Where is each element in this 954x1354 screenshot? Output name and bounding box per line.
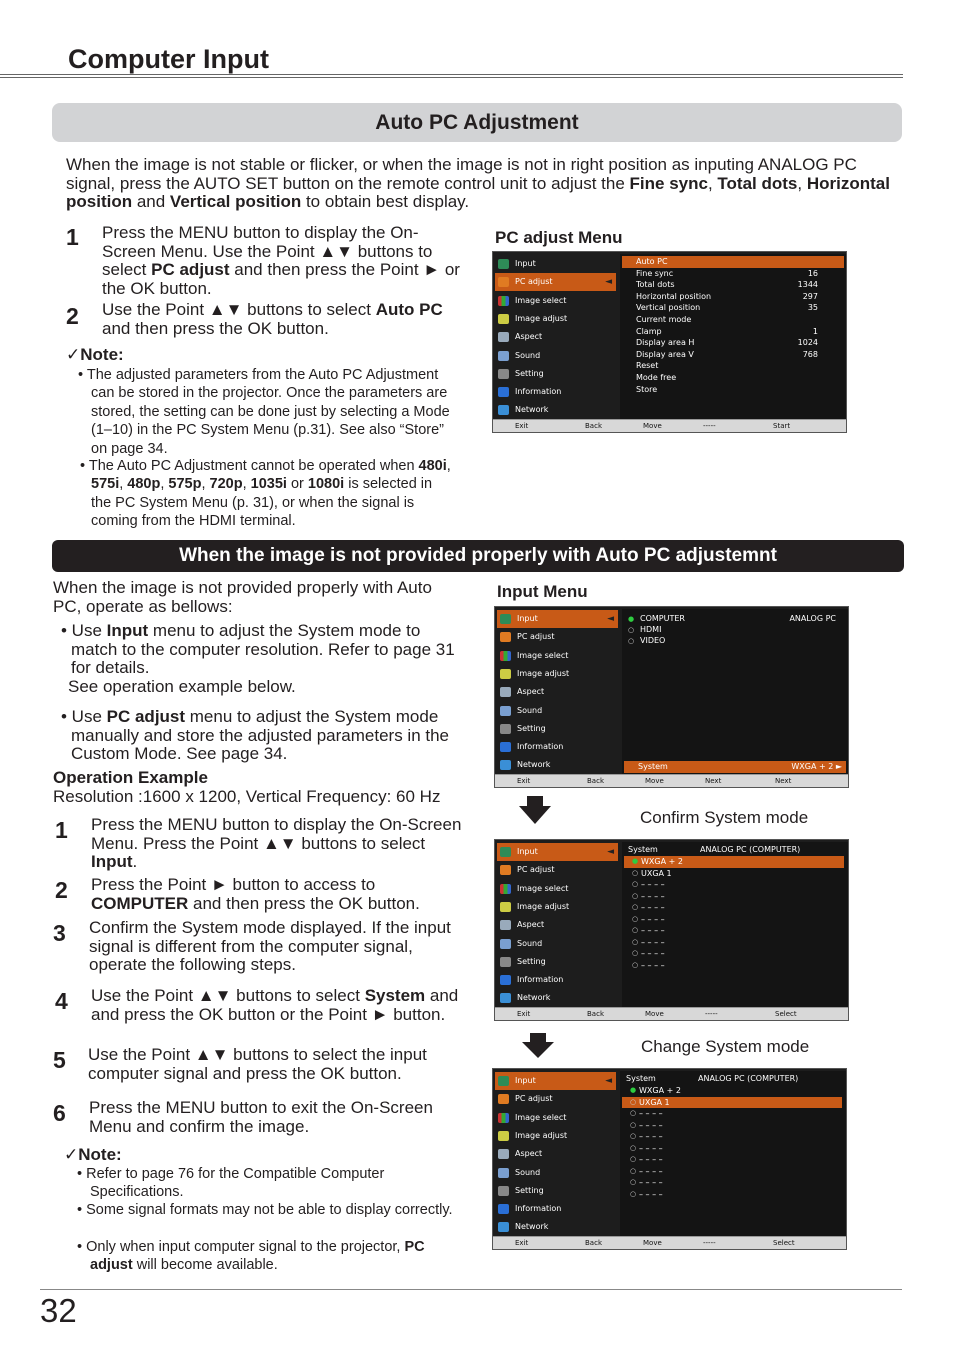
osd-menu-item-label: Image select [517, 883, 569, 893]
osd-menu-item-label: Network [517, 993, 551, 1003]
sound-icon [498, 1168, 509, 1178]
system-mode-item [624, 868, 844, 880]
osd-menu-item [495, 1072, 616, 1090]
information-icon [498, 387, 509, 397]
radio-icon: ○ [632, 914, 639, 923]
step-text: Press the MENU button to display the On-Screen Menu. Press the Point ▲▼ buttons to select Input. [91, 815, 462, 871]
system-signal: ANALOG PC (COMPUTER) [698, 1074, 799, 1083]
radio-icon: ○ [632, 868, 639, 877]
pc-adjust-row-label: Display area V [636, 349, 694, 359]
radio-icon: ○ [630, 1178, 637, 1186]
system-title: System [628, 845, 658, 854]
system-mode-label: – – – – [641, 949, 665, 958]
osd-help-label: Move [645, 1010, 664, 1018]
osd-help-label: ----- [703, 1239, 716, 1247]
osd-menu-item [497, 647, 618, 665]
pc-adjust-icon [498, 277, 509, 287]
osd-menu-item-label: Network [515, 1222, 549, 1232]
osd-menu-item [497, 683, 618, 701]
osd-menu-item [495, 310, 616, 328]
radio-icon: ○ [632, 891, 639, 900]
pc-adjust-row [622, 372, 844, 384]
pc-adjust-row-label: Auto PC [636, 257, 668, 266]
step-number: 2 [66, 303, 79, 329]
osd-menu-item-label: PC adjust [517, 632, 555, 642]
osd-menu-item-label: Information [517, 975, 564, 985]
image-adjust-icon [498, 314, 509, 324]
osd-help-label: Exit [517, 777, 531, 785]
osd-help-label: Select [775, 1010, 797, 1018]
down-arrow-head-icon [522, 1042, 554, 1058]
system-mode-item [622, 1177, 842, 1189]
osd-menu-item [495, 347, 616, 365]
system-mode-item [622, 1108, 842, 1120]
setting-icon [498, 369, 509, 379]
osd-menu-item [495, 1109, 616, 1127]
osd-help-bar [495, 774, 848, 787]
osd-menu-item-label: Image adjust [517, 668, 570, 678]
network-icon [500, 993, 511, 1003]
network-icon [498, 1222, 509, 1232]
step-number: 1 [66, 224, 79, 250]
step-number: 4 [55, 988, 68, 1014]
osd-main-panel [622, 842, 848, 1007]
image-select-icon [498, 1113, 509, 1123]
osd-help-label: Select [773, 1239, 795, 1247]
radio-icon: ○ [630, 1189, 637, 1198]
osd-menu-item-label: Setting [517, 723, 546, 733]
osd-menu-item [495, 292, 616, 310]
system-mode-label: – – – – [639, 1109, 663, 1118]
system-mode-item [622, 1131, 842, 1143]
osd-menu-item [495, 1164, 616, 1182]
note-item: • Refer to page 76 for the Compatible Computer Specifications. [77, 1166, 385, 1201]
osd-help-label: ----- [705, 1010, 718, 1018]
input-source-label: HDMI [640, 625, 662, 634]
osd-menu-item-label: Image adjust [515, 1130, 568, 1140]
osd-menu-item-label: Image select [517, 650, 569, 660]
radio-icon: ○ [630, 1097, 637, 1106]
input-menu-label: Input Menu [497, 582, 588, 601]
osd-help-bar [493, 419, 846, 432]
system-mode-item [622, 1120, 842, 1132]
system-mode-label: – – – – [639, 1189, 663, 1199]
pc-adjust-row [622, 279, 844, 291]
system-mode-label: – – – – [641, 926, 665, 935]
osd-help-label: ----- [703, 422, 716, 430]
system-mode-label: UXGA 1 [641, 868, 672, 878]
osd-help-label: Move [643, 422, 662, 430]
note-title: ✓Note: [64, 1145, 122, 1164]
osd-menu-item [497, 628, 618, 646]
radio-icon: ○ [630, 1143, 637, 1152]
left-arrow-icon: ◄ [607, 847, 614, 857]
pc-adjust-row [622, 384, 844, 396]
pc-adjust-row-value: 1 [812, 326, 818, 336]
system-mode-item [624, 902, 844, 914]
radio-icon: ○ [632, 960, 639, 969]
pc-adjust-row-label: Reset [636, 361, 659, 371]
osd-menu-item [495, 1127, 616, 1145]
osd-menu-item [495, 383, 616, 401]
osd-main-panel [620, 254, 846, 419]
page-number: 32 [40, 1292, 77, 1329]
osd-menu-item-label: Image select [515, 1112, 567, 1122]
step-number: 1 [55, 817, 68, 843]
input-menu-screen [494, 606, 849, 788]
osd-help-label: Back [587, 777, 604, 785]
image-select-icon [500, 651, 511, 661]
system-mode-item [622, 1154, 842, 1166]
osd-menu-item [495, 1145, 616, 1163]
input-icon [500, 847, 511, 857]
pc-adjust-menu-label: PC adjust Menu [495, 228, 623, 247]
osd-help-bar [495, 1007, 848, 1020]
section2-intro: When the image is not provided properly with Auto PC, operate as bellows: [53, 578, 432, 616]
pc-adjust-row-value: 768 [802, 349, 818, 359]
pc-adjust-row [622, 256, 844, 268]
radio-icon: ○ [632, 949, 639, 957]
osd-menu-item-label: Input [515, 259, 536, 268]
osd-menu-item-label: Input [517, 614, 538, 623]
step-number: 6 [53, 1100, 66, 1126]
note-item: • Some signal formats may not be able to display correctly. [77, 1202, 453, 1218]
osd-menu-item [495, 255, 616, 273]
osd-menu-item [497, 971, 618, 989]
system-mode-item [624, 925, 844, 937]
osd-menu-item [497, 989, 618, 1007]
aspect-icon [498, 1149, 509, 1159]
osd-menu-item-label: Sound [515, 1167, 541, 1177]
osd-main-panel [620, 1071, 846, 1236]
pc-adjust-row-value: 16 [807, 268, 818, 278]
pc-adjust-row-label: Clamp [636, 326, 662, 336]
osd-menu-item-label: Aspect [515, 1149, 543, 1159]
pc-adjust-row [622, 302, 844, 314]
note-title: ✓Note: [66, 345, 124, 364]
osd-menu-item [495, 273, 616, 291]
osd-menu-item [497, 935, 618, 953]
osd-menu-item [495, 328, 616, 346]
pc-adjust-row-value: 297 [802, 291, 818, 301]
setting-icon [500, 957, 511, 967]
aspect-icon [500, 920, 511, 930]
section1-intro: When the image is not stable or flicker, or when the image is not in right position as inputing ANALOG PC signal, press the AUTO SET button on the remote control unit to adjust the Fine sync, Total dots, Horizontal position and Vertical position to obtain best display. [66, 155, 890, 211]
osd-menu-item-label: PC adjust [515, 277, 553, 287]
system-mode-item [622, 1143, 842, 1155]
system-header [628, 844, 842, 856]
pc-adjust-menu-screen [492, 251, 847, 433]
osd-menu-item-label: Aspect [517, 920, 545, 930]
setting-icon [500, 724, 511, 734]
pc-adjust-row-label: Vertical position [636, 303, 701, 313]
pc-adjust-row-value: 35 [807, 303, 818, 313]
input-icon [498, 1076, 509, 1086]
pc-adjust-row [622, 337, 844, 349]
osd-menu-item-label: Aspect [515, 332, 543, 342]
osd-menu-item-label: Information [515, 387, 562, 397]
osd-menu-item [497, 610, 618, 628]
image-select-icon [500, 884, 511, 894]
information-icon [500, 975, 511, 985]
pc-adjust-row-label: Horizontal position [636, 291, 712, 301]
note-item: • The adjusted parameters from the Auto PC Adjustment can be stored in the projector. Once the parameters are stored, the setting can be done just by selecting a Mode (1–10) in the PC System Menu (p.31). See also “Store” on page 34. [78, 367, 450, 457]
step-text: Use the Point ▲▼ buttons to select the input computer signal and press the OK button. [88, 1045, 427, 1083]
osd-menu-item-label: Network [517, 760, 551, 770]
osd-menu-item [497, 916, 618, 934]
pc-adjust-row-label: Total dots [636, 280, 675, 290]
note-item: • Only when input computer signal to the projector, PC adjust will become available. [77, 1239, 425, 1274]
sound-icon [500, 939, 511, 949]
osd-menu-item [495, 1200, 616, 1218]
bullet-item: • Use Input menu to adjust the System mode to match to the computer resolution. Refer to page 31 for details. [61, 621, 455, 677]
change-system-screen [492, 1068, 847, 1250]
down-arrow-head-icon [519, 806, 551, 824]
aspect-icon [498, 332, 509, 342]
confirm-system-screen [494, 839, 849, 1021]
system-mode-item [624, 879, 844, 891]
system-mode-label: UXGA 1 [639, 1097, 670, 1107]
step-text: Use the Point ▲▼ buttons to select System and and press the OK button or the Point ► button. [91, 986, 459, 1024]
osd-help-label: Exit [517, 1010, 531, 1018]
system-mode-item [624, 856, 844, 868]
note-item: • The Auto PC Adjustment cannot be operated when 480i, 575i, 480p, 575p, 720p, 1035i or 1080i is selected in the PC System Menu (p. 31), or when the signal is coming from the HDMI terminal. [80, 458, 451, 530]
osd-help-label: Exit [515, 1239, 529, 1247]
confirm-system-caption: Confirm System mode [640, 808, 809, 827]
system-signal: ANALOG PC (COMPUTER) [700, 845, 801, 854]
osd-help-label: Next [705, 777, 722, 785]
system-mode-label: – – – – [639, 1143, 663, 1153]
osd-menu-item-label: Image adjust [515, 313, 568, 323]
step-text: Press the MENU button to exit the On-Screen Menu and confirm the image. [89, 1098, 433, 1136]
input-source-label: VIDEO [640, 636, 666, 645]
network-icon [498, 405, 509, 415]
system-mode-label: – – – – [641, 880, 665, 889]
input-source-item [628, 624, 748, 636]
sound-icon [500, 706, 511, 716]
image-adjust-icon [498, 1131, 509, 1141]
radio-icon: ○ [632, 937, 639, 946]
osd-help-label: Start [773, 422, 791, 430]
osd-menu-item [497, 720, 618, 738]
osd-menu-item [497, 880, 618, 898]
osd-help-bar [493, 1236, 846, 1249]
system-mode-item [624, 960, 844, 972]
system-mode-label: – – – – [639, 1155, 663, 1164]
osd-help-label: Back [587, 1010, 604, 1018]
left-arrow-icon: ◄ [605, 1076, 612, 1086]
pc-adjust-row [622, 314, 844, 326]
change-system-caption: Change System mode [641, 1037, 810, 1056]
pc-adjust-row-value: 1344 [797, 280, 818, 290]
osd-menu-item [495, 1218, 616, 1236]
osd-menu-item [497, 702, 618, 720]
pc-adjust-row-label: Current mode [636, 315, 692, 324]
input-source-label: COMPUTER [640, 614, 685, 623]
osd-menu-item-label: Sound [515, 350, 541, 360]
radio-icon: ○ [630, 1120, 637, 1129]
osd-help-label: Back [585, 422, 602, 430]
page-title: Computer Input [68, 44, 269, 74]
osd-menu-item-label: Sound [517, 705, 543, 715]
system-mode-label: – – – – [639, 1166, 663, 1176]
information-icon [498, 1204, 509, 1214]
osd-help-label: Exit [515, 422, 529, 430]
osd-menu-item-label: Image adjust [517, 901, 570, 911]
footer-rule [40, 1289, 902, 1290]
input-source-item [628, 635, 748, 647]
radio-icon: ○ [628, 626, 635, 634]
pc-adjust-icon [500, 865, 511, 875]
left-arrow-icon: ◄ [605, 277, 612, 288]
osd-menu-item-label: Sound [517, 938, 543, 948]
pc-adjust-row-label: Store [636, 384, 658, 394]
information-icon [500, 742, 511, 752]
pc-adjust-icon [500, 632, 511, 642]
system-title: System [626, 1074, 656, 1083]
image-adjust-icon [500, 669, 511, 679]
system-mode-item [622, 1189, 842, 1201]
system-mode-label: – – – – [641, 960, 665, 970]
osd-menu-item [495, 1182, 616, 1200]
radio-icon: ○ [628, 637, 635, 645]
pc-adjust-row [622, 326, 844, 338]
system-mode-label: – – – – [639, 1120, 663, 1130]
pc-adjust-row-value: 1024 [797, 338, 818, 348]
pc-adjust-row [622, 291, 844, 303]
osd-menu-item [497, 861, 618, 879]
radio-icon: ○ [630, 1132, 637, 1140]
osd-help-label: Move [645, 777, 664, 785]
radio-icon: ○ [632, 926, 639, 934]
system-mode-item [624, 914, 844, 926]
step-text: Use the Point ▲▼ buttons to select Auto PC and then press the OK button. [102, 300, 443, 338]
setting-icon [498, 1186, 509, 1196]
system-mode-label: – – – – [639, 1178, 663, 1187]
osd-menu-item-label: PC adjust [515, 1094, 553, 1104]
radio-icon: ● [630, 1086, 637, 1094]
operation-resolution: Resolution :1600 x 1200, Vertical Frequency: 60 Hz [53, 787, 441, 806]
osd-menu-item-label: Setting [517, 956, 546, 966]
step-number: 2 [55, 877, 68, 903]
osd-menu-item-label: Information [517, 742, 564, 752]
see-example: See operation example below. [68, 677, 296, 696]
step-text: Confirm the System mode displayed. If the input signal is different from the computer signal, operate the following steps. [89, 918, 451, 974]
osd-menu-item [497, 843, 618, 861]
image-adjust-icon [500, 902, 511, 912]
left-arrow-icon: ◄ [607, 614, 614, 624]
osd-menu-item-label: PC adjust [517, 865, 555, 875]
step-text: Press the Point ► button to access to COMPUTER and then press the OK button. [91, 875, 420, 913]
osd-menu-item-label: Input [515, 1076, 536, 1085]
bullet-item: • Use PC adjust menu to adjust the System mode manually and store the adjusted parameters in the Custom Mode. See page 34. [61, 707, 450, 763]
pc-adjust-row-label: Mode free [636, 373, 677, 382]
pc-adjust-row-label: Fine sync [636, 268, 674, 278]
radio-icon: ○ [632, 903, 639, 911]
section-heading-auto-pc: Auto PC Adjustment [52, 103, 902, 142]
system-mode-item [624, 948, 844, 960]
osd-menu-item [495, 365, 616, 383]
step-text: Press the MENU button to display the On-Screen Menu. Use the Point ▲▼ buttons to select PC adjust and then press the Point ► or the OK button. [102, 223, 460, 298]
system-mode-label: WXGA + 2 [641, 857, 683, 866]
osd-main-panel [622, 609, 848, 774]
system-mode-item [622, 1097, 842, 1109]
osd-menu-item [495, 1090, 616, 1108]
system-mode-item [622, 1085, 842, 1097]
system-row: System WXGA + 2 ► [624, 761, 846, 773]
system-mode-label: – – – – [641, 937, 665, 947]
step-number: 3 [53, 920, 66, 946]
osd-menu-item-label: Information [515, 1204, 562, 1214]
pc-adjust-icon [498, 1094, 509, 1104]
pc-adjust-row [622, 360, 844, 372]
osd-menu-item [497, 953, 618, 971]
title-rule [0, 74, 903, 78]
osd-menu-item-label: Network [515, 405, 549, 415]
radio-icon: ○ [630, 1166, 637, 1175]
pc-adjust-row [622, 349, 844, 361]
system-mode-label: – – – – [641, 914, 665, 924]
input-icon [500, 614, 511, 624]
sound-icon [498, 351, 509, 361]
operation-example-title: Operation Example [53, 768, 208, 787]
pc-adjust-row [622, 268, 844, 280]
osd-menu-item [497, 738, 618, 756]
system-mode-item [624, 891, 844, 903]
system-mode-label: – – – – [641, 903, 665, 912]
image-select-icon [498, 296, 509, 306]
down-arrow-icon [527, 796, 543, 806]
system-header [626, 1073, 840, 1085]
osd-menu-item-label: Input [517, 847, 538, 856]
system-mode-item [622, 1166, 842, 1178]
radio-icon: ○ [630, 1109, 637, 1117]
radio-icon: ○ [630, 1155, 637, 1163]
osd-help-label: Move [643, 1239, 662, 1247]
osd-help-label: Next [775, 777, 792, 785]
osd-help-label: Back [585, 1239, 602, 1247]
system-mode-label: – – – – [641, 891, 665, 901]
osd-menu-item-label: Aspect [517, 687, 545, 697]
input-signal-label: ANALOG PC [789, 614, 836, 623]
input-source-item [628, 613, 748, 625]
network-icon [500, 760, 511, 770]
osd-menu-item-label: Setting [515, 1185, 544, 1195]
system-mode-label: WXGA + 2 [639, 1086, 681, 1095]
osd-menu-item [497, 898, 618, 916]
osd-menu-item [495, 401, 616, 419]
pc-adjust-row-label: Display area H [636, 338, 695, 348]
system-mode-label: – – – – [639, 1132, 663, 1141]
osd-menu-item-label: Setting [515, 368, 544, 378]
osd-menu-item [497, 665, 618, 683]
osd-menu-item-label: Image select [515, 295, 567, 305]
step-number: 5 [53, 1047, 66, 1073]
section-heading-manual: When the image is not provided properly with Auto PC adjustemnt [52, 540, 904, 572]
osd-menu-item [497, 756, 618, 774]
radio-icon: ● [632, 857, 639, 865]
aspect-icon [500, 687, 511, 697]
system-mode-item [624, 937, 844, 949]
radio-icon: ● [628, 615, 635, 623]
radio-icon: ○ [632, 880, 639, 888]
input-icon [498, 259, 509, 269]
